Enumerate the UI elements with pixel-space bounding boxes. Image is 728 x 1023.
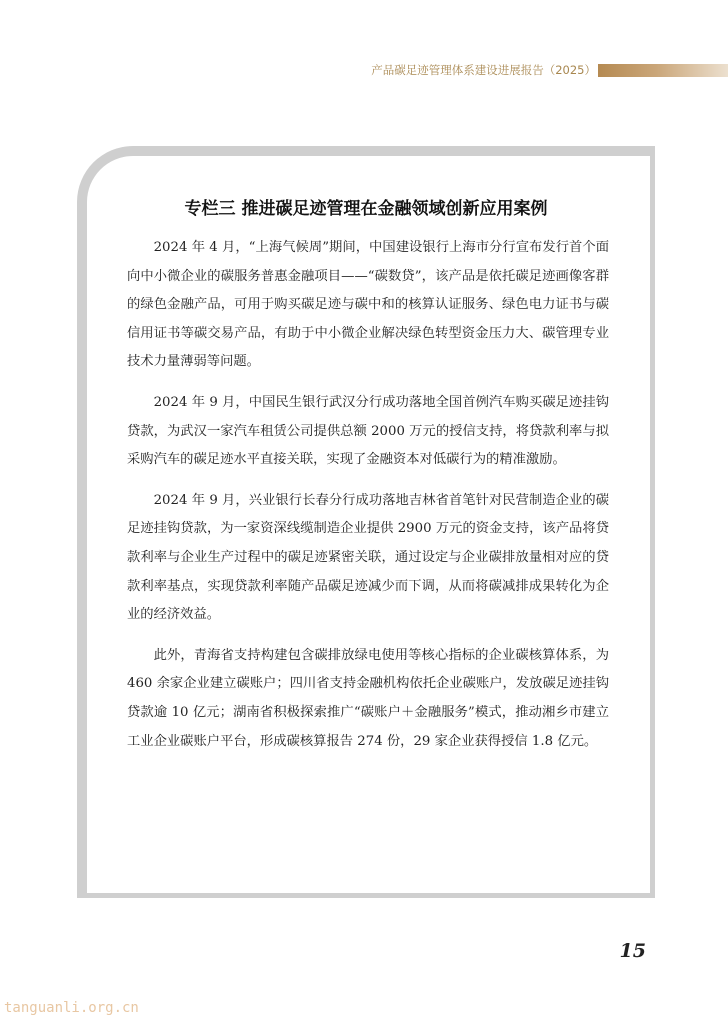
page-number: 15 [619, 940, 646, 962]
paragraph-3: 2024 年 9 月，兴业银行长春分行成功落地吉林省首笔针对民营制造企业的碳足迹挂钩贷款，为一家资深线缆制造企业提供 2900 万元的资金支持，该产品将贷款利率与企业生产过程中的碳足迹紧密关联，通过设定与企业碳排放量相对应的贷款利率基点，实现贷款利率随产品碳足迹减少而下调，从而将碳减排成果转化为企业的经济效益。 [127, 492, 609, 623]
column-box-title: 专栏三 推进碳足迹管理在金融领域创新应用案例 [184, 199, 548, 219]
page-header [0, 60, 728, 82]
paragraph-4: 此外，青海省支持构建包含碳排放绿电使用等核心指标的企业碳核算体系，为 460 余家企业建立碳账户；四川省支持金融机构依托企业碳账户，发放碳足迹挂钩贷款逾 10 亿元；湖南省积极探索推广“碳账户＋金融服务”模式，推动湘乡市建立工业企业碳账户平台，形成碳核算报告 274 份，29 家企业获得授信 1.8 亿元。 [127, 647, 609, 749]
paragraph-1: 2024 年 4 月，“上海气候周”期间，中国建设银行上海市分行宣布发行首个面向中小微企业的碳服务普惠金融项目——“碳数贷”，该产品是依托碳足迹画像客群的绿色金融产品，可用于购买碳足迹与碳中和的核算认证服务、绿色电力证书与碳信用证书等碳交易产品，有助于中小微企业解决绿色转型资金压力大、碳管理专业技术力量薄弱等问题。 [127, 240, 609, 370]
column-box-content [127, 234, 609, 768]
watermark: tanguanli.org.cn [4, 1000, 139, 1016]
header-accent-bar [598, 64, 728, 77]
header-title: 产品碳足迹管理体系建设进展报告（2025） [371, 63, 596, 77]
paragraph-2: 2024 年 9 月，中国民生银行武汉分行成功落地全国首例汽车购买碳足迹挂钩贷款，为武汉一家汽车租赁公司提供总额 2000 万元的授信支持，将贷款利率与拟采购汽车的碳足迹水平直接关联，实现了金融资本对低碳行为的精准激励。 [127, 394, 609, 468]
